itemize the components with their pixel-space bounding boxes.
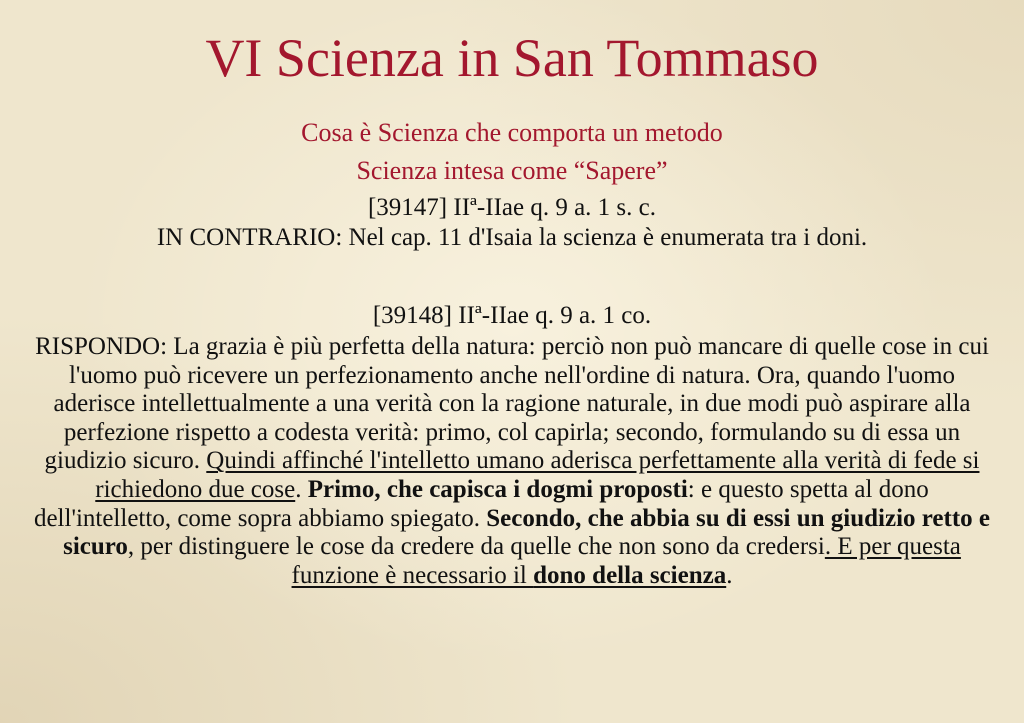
passage1-text: IN CONTRARIO: Nel cap. 11 d'Isaia la scienza è enumerata tra i doni. <box>156 224 868 251</box>
passage2-underlined-1: Quindi affinché l'intelletto umano aderisca perfettamente alla verità di fede si richiedono due cose <box>95 447 980 503</box>
passage2-reference: [39148] IIª-IIae q. 9 a. 1 co. <box>372 302 652 329</box>
passage2-underlined-2: . E per questa funzione è necessario il <box>291 533 961 589</box>
passage2-text-2: : e questo spetta al dono dell'intelletto, come sopra abbiamo spiegato. <box>33 475 929 532</box>
slide-title: VI Scienza in San Tommaso <box>205 28 819 88</box>
subtitle-method: Cosa è Scienza che comporta un metodo <box>301 118 723 147</box>
subtitle-knowledge: Scienza intesa come “Sapere” <box>356 156 668 185</box>
passage2-bold-underlined: dono della scienza <box>533 561 727 589</box>
passage2-bold-1: Primo, che capisca i dogmi proposti <box>307 475 688 503</box>
passage2-text-3: , per distinguere le cose da credere da quelle che non sono da credersi <box>127 533 825 561</box>
passage2-end: . <box>726 561 733 589</box>
passage2-text <box>30 333 994 590</box>
passage2-sep-1: . <box>295 475 308 503</box>
passage2-bold-2: Secondo, che abbia su di essi un giudizio retto e sicuro <box>63 504 991 561</box>
passage2-intro: RISPONDO: La grazia è più perfetta della natura: perciò non può mancare di quelle cose in cui l'uomo può ricevere un perfezionamento anche nell'ordine di natura. Ora, quando l'uomo aderisce intellettualmente a una verità con la ragione naturale, in due modi può aspirare alla perfezione rispetto a codesta verità: primo, col capirla; secondo, formulando su di essa un giudizio sicuro. <box>35 333 989 475</box>
passage1-reference: [39147] IIª-IIae q. 9 a. 1 s. c. <box>367 194 657 221</box>
